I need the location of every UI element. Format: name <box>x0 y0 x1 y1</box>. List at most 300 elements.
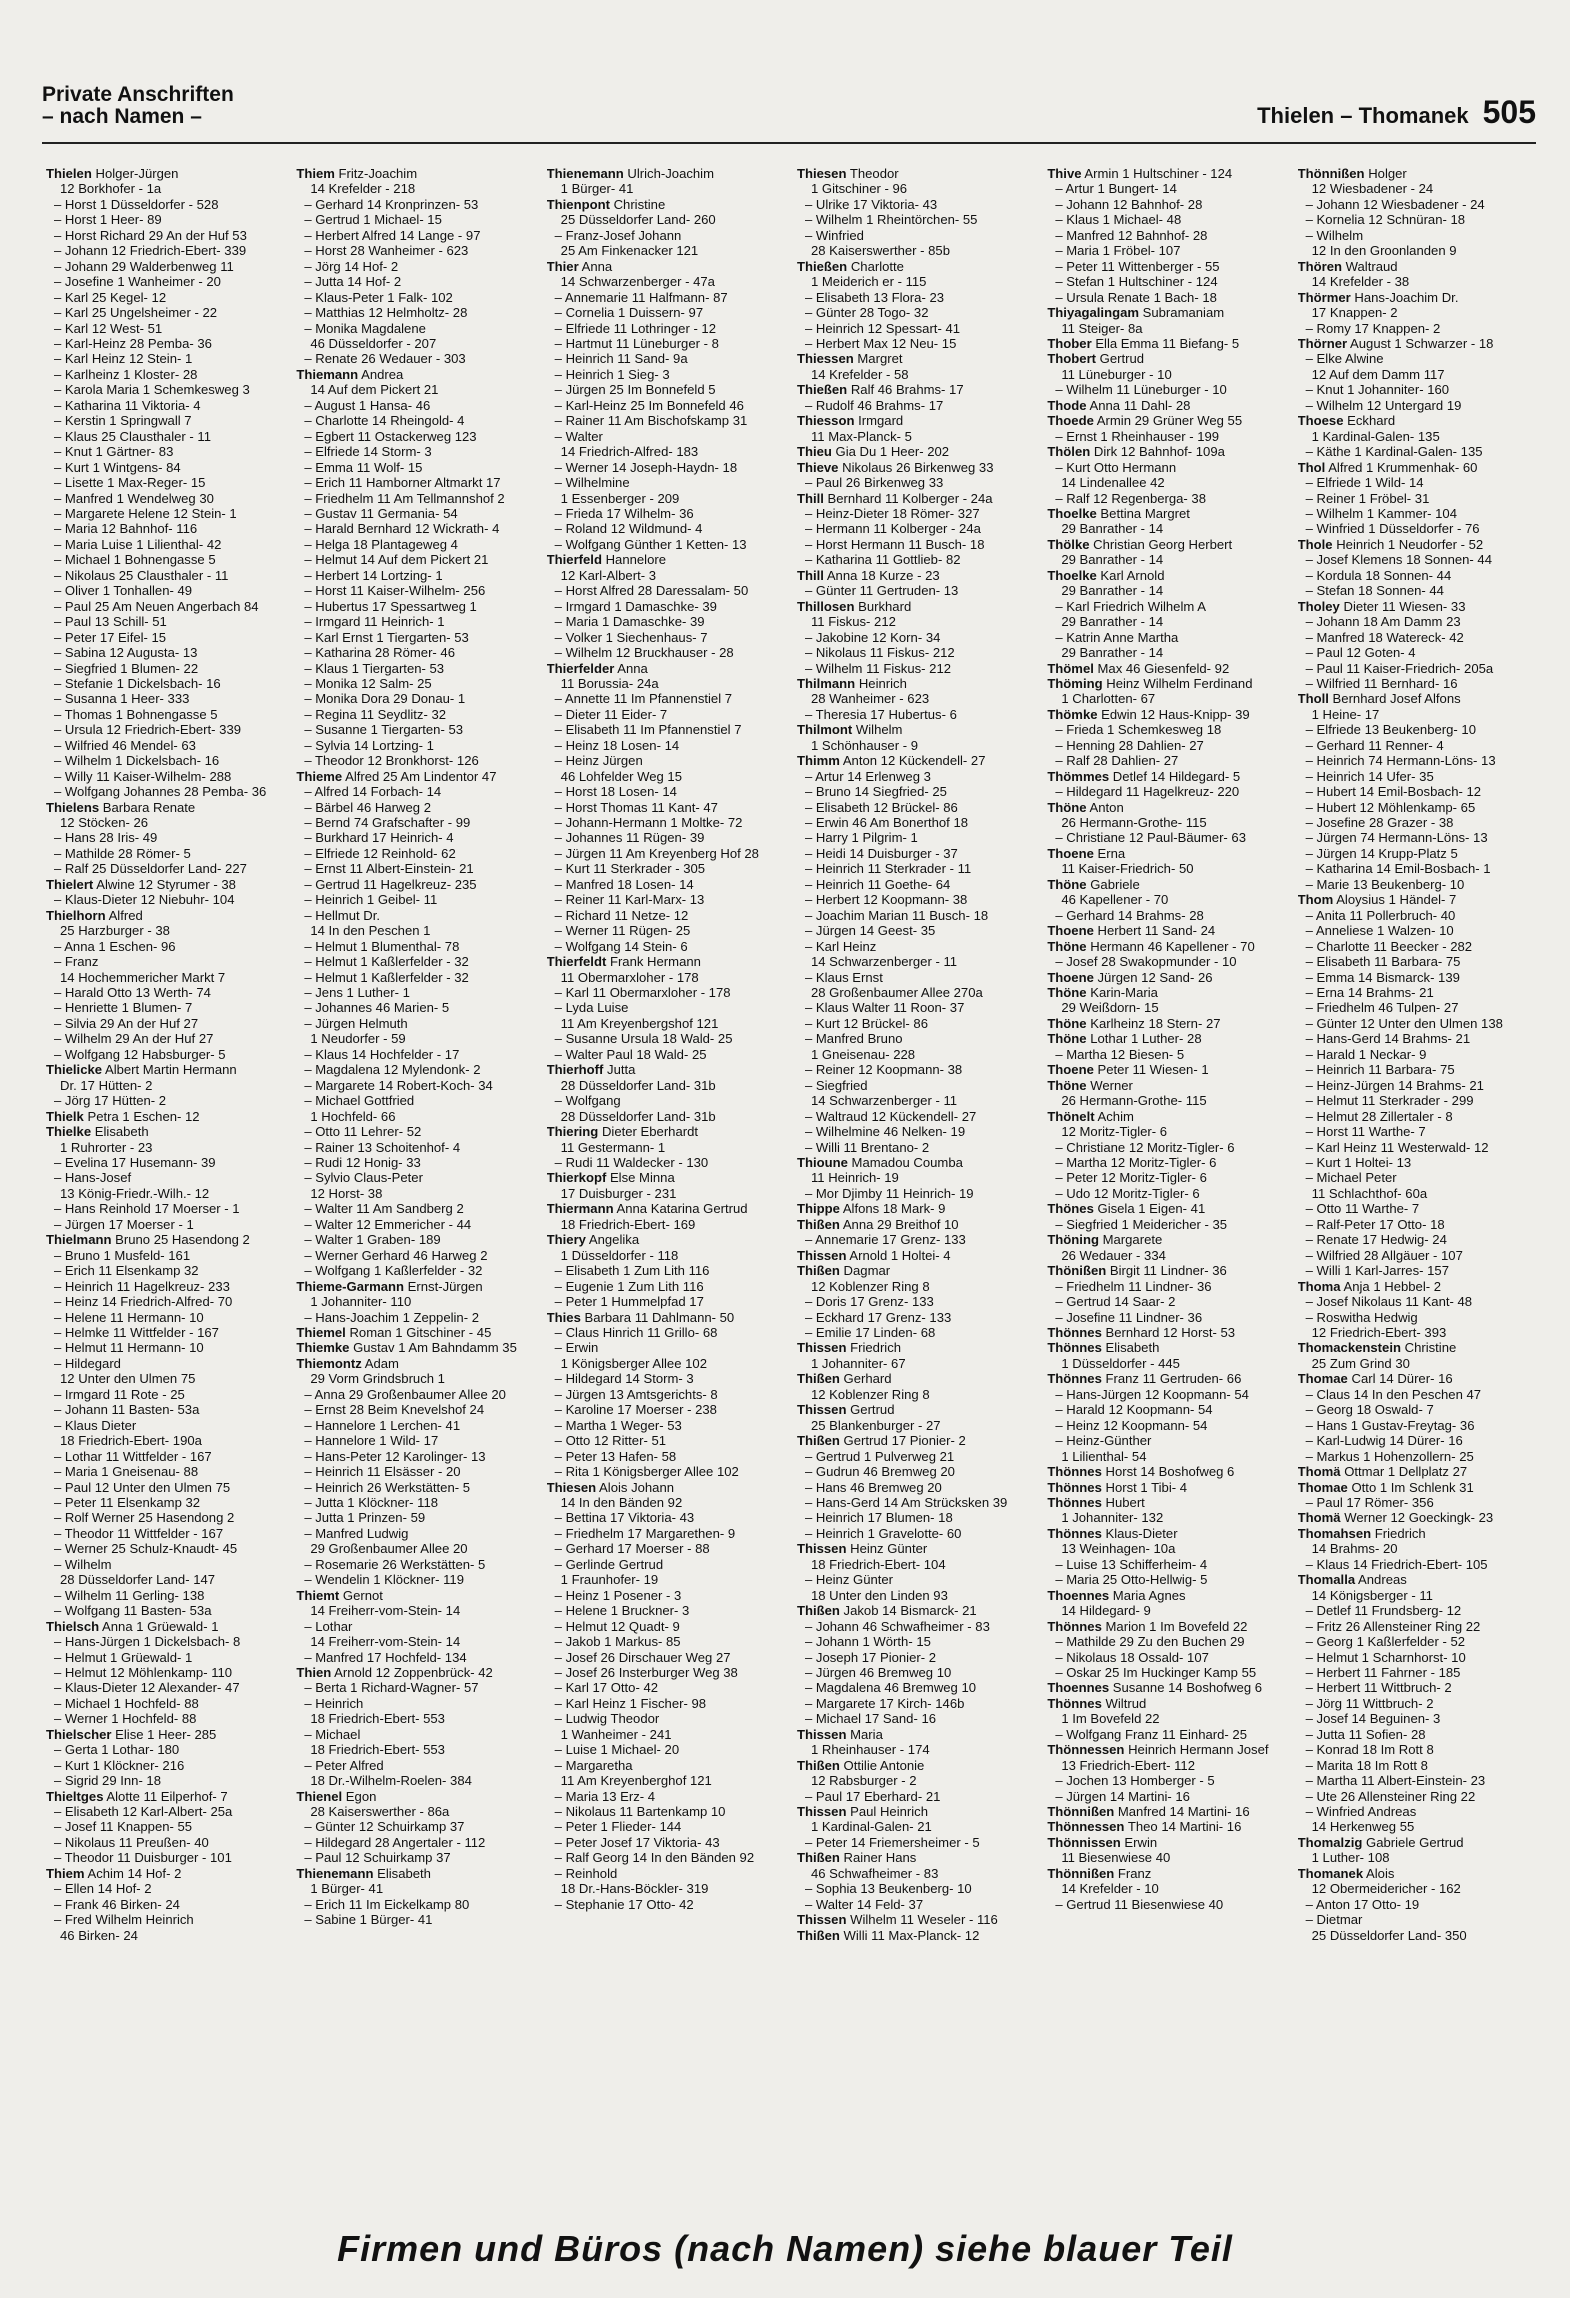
entry-text: Karlheinz 18 Stern- 27 <box>1086 1015 1221 1031</box>
dash-entry: – Helmut 12 Möhlenkamp- 110 <box>54 1664 233 1680</box>
address-continuation: 18 Friedrich-Ebert- 169 <box>560 1216 696 1232</box>
dash-entry: – Sylvio Claus-Peter <box>304 1170 423 1186</box>
dash-entry: – Wilhelm <box>54 1556 112 1572</box>
surname: Thilmann <box>796 675 856 691</box>
surname-entry <box>296 1279 534 1294</box>
surname: Thöne <box>1047 1077 1087 1093</box>
surname: Thieve <box>796 459 839 475</box>
dash-entry: – Rosemarie 26 Werkstätten- 5 <box>304 1556 486 1572</box>
dash-entry: – Kurt 1 Klöckner- 216 <box>54 1757 185 1773</box>
surname-entry <box>797 722 1035 737</box>
dash-entry: – Martha 1 Weger- 53 <box>554 1417 682 1433</box>
section-title <box>42 84 234 128</box>
surname-entry <box>797 1263 1035 1278</box>
entry-text: Horst 1 Tibi- 4 <box>1101 1479 1188 1495</box>
entry-text: Andrea <box>358 366 404 382</box>
dash-entry: – Claus 14 In den Peschen 47 <box>1305 1386 1482 1402</box>
dash-entry: – Heinrich 11 Barbara- 75 <box>1305 1062 1455 1078</box>
dash-entry: – Josef 26 Dirschauer Weg 27 <box>554 1649 731 1665</box>
surname: Thienel <box>296 1788 343 1804</box>
address-continuation: 28 Düsseldorfer Land- 147 <box>60 1572 216 1588</box>
dash-entry: – Peter Alfred <box>304 1757 384 1773</box>
dash-entry: – Theresia 17 Hubertus- 6 <box>804 706 957 722</box>
dash-entry: – Heinrich 11 Goethe- 64 <box>804 876 951 892</box>
dash-entry: – Evelina 17 Husemann- 39 <box>54 1155 216 1170</box>
dash-entry: – Heinrich 26 Werkstätten- 5 <box>304 1479 471 1495</box>
surname: Thiesen <box>546 1479 597 1495</box>
surname-entry <box>1047 1232 1285 1247</box>
entry-text: Gertrud 17 Pionier- 2 <box>839 1433 966 1449</box>
surname-entry <box>797 1248 1035 1263</box>
entry-text: Frank Hermann <box>606 954 701 970</box>
dash-entry: – Manfred Ludwig <box>304 1525 409 1541</box>
entry-text: Holger <box>1364 166 1407 181</box>
dash-entry: – Peter 11 Elsenkamp 32 <box>54 1494 201 1510</box>
address-continuation: 26 Hermann-Grothe- 115 <box>1061 1093 1207 1109</box>
surname-entry <box>1047 1016 1285 1031</box>
dash-entry: – Hans 1 Gustav-Freytag- 36 <box>1305 1417 1475 1433</box>
address-continuation: 12 Rabsburger - 2 <box>810 1773 917 1789</box>
dash-entry: – Elisabeth 12 Brückel- 86 <box>804 799 958 815</box>
address-continuation: 14 Königsberger - 11 <box>1311 1587 1433 1603</box>
dash-entry: – Hildegard 11 Hagelkreuz- 220 <box>1055 784 1240 800</box>
column-5 <box>1047 166 1285 2216</box>
dash-entry: – Hans-Peter 12 Karolinger- 13 <box>304 1448 486 1464</box>
surname-entry <box>46 1727 284 1742</box>
address-continuation: 1 Rheinhauser - 174 <box>810 1742 930 1758</box>
dash-entry: – Heinz 12 Koopmann- 54 <box>1055 1417 1208 1433</box>
dash-entry: – Walter 1 Graben- 189 <box>304 1232 441 1248</box>
dash-entry: – Heinrich <box>304 1695 364 1711</box>
dash-entry: – Hans-Jürgen 12 Koopmann- 54 <box>1055 1386 1249 1402</box>
surname: Thissen <box>796 1726 847 1742</box>
address-continuation: 1 Heine- 17 <box>1311 706 1380 722</box>
dash-entry: – Elfriede 11 Lothringer - 12 <box>554 320 717 336</box>
dash-entry: – Helmut 28 Zillertaler - 8 <box>1305 1108 1453 1124</box>
entry-text: Elise 1 Heer- 285 <box>111 1726 217 1742</box>
entry-text: Alois <box>1363 1865 1395 1881</box>
dash-entry: – Renate 26 Wedauer - 303 <box>304 351 466 367</box>
surname-entry <box>1047 1526 1285 1541</box>
surname-entry <box>1298 336 1536 351</box>
dash-entry: – Rolf Werner 25 Hasendong 2 <box>54 1510 235 1526</box>
surname: Thielen <box>46 166 92 181</box>
address-continuation: 14 Brahms- 20 <box>1311 1541 1398 1557</box>
entry-text: Dirk 12 Bahnhof- 109a <box>1090 444 1225 460</box>
dash-entry: – Annette 11 Im Pfannenstiel 7 <box>554 691 733 707</box>
dash-entry: – Johannes 46 Marien- 5 <box>304 1000 450 1016</box>
dash-entry: – Kordula 18 Sonnen- 44 <box>1305 567 1452 583</box>
dash-entry: – Eugenie 1 Zum Lith 116 <box>554 1278 704 1294</box>
dash-entry: – Monika 12 Salm- 25 <box>304 675 432 691</box>
surname-entry <box>797 1433 1035 1448</box>
dash-entry: – Luise 13 Schifferheim- 4 <box>1055 1556 1208 1572</box>
dash-entry: – Theodor 11 Wittfelder - 167 <box>54 1525 224 1541</box>
surname-entry <box>1298 1510 1536 1525</box>
dash-entry: – Hildegard 14 Storm- 3 <box>554 1371 694 1387</box>
surname: Thissen <box>796 1247 847 1263</box>
dash-entry: – Heinrich 11 Hagelkreuz- 233 <box>54 1278 230 1294</box>
dash-entry: – Jürgen 14 Geest- 35 <box>804 923 936 939</box>
dash-entry: – Peter 1 Hummelpfad 17 <box>554 1294 704 1310</box>
dash-entry: – Heinz Günter <box>804 1572 894 1588</box>
address-continuation: 12 Koblenzer Ring 8 <box>810 1386 930 1402</box>
surname: Thiem <box>46 1865 85 1881</box>
entry-text: Anna <box>578 258 613 274</box>
dash-entry: – Markus 1 Hohenzollern- 25 <box>1305 1448 1474 1464</box>
surname: Thielsch <box>46 1618 100 1634</box>
surname-entry <box>1047 1464 1285 1479</box>
surname-entry <box>1047 1078 1285 1093</box>
dash-entry: – Stefan 18 Sonnen- 44 <box>1305 583 1444 599</box>
entry-text: Heinrich 1 Neudorfer - 52 <box>1332 536 1484 552</box>
page-range-header <box>1257 94 1536 131</box>
dash-entry: – Katharina 28 Römer- 46 <box>304 645 455 661</box>
address-continuation: 11 Steiger- 8a <box>1061 320 1143 336</box>
dash-entry: – Helmut 14 Auf dem Pickert 21 <box>304 552 489 568</box>
dash-entry: – Magdalena 46 Bremweg 10 <box>804 1680 977 1696</box>
address-continuation: 29 Banrather - 14 <box>1061 645 1164 661</box>
address-continuation: 1 Hochfeld- 66 <box>310 1108 396 1124</box>
surname-entry <box>1047 1680 1285 1695</box>
dash-entry: – Ursula 12 Friedrich-Ebert- 339 <box>54 722 242 738</box>
surname: Thönnissen <box>1047 1834 1121 1850</box>
dash-entry: – Willi 1 Karl-Jarres- 157 <box>1305 1263 1449 1279</box>
address-continuation: 1 Johanniter- 67 <box>810 1355 906 1371</box>
surname: Thieme <box>296 768 343 784</box>
surname-entry <box>1047 1031 1285 1046</box>
surname-entry <box>1298 599 1536 614</box>
dash-entry: – Ralf Georg 14 In den Bänden 92 <box>554 1850 755 1866</box>
surname: Thoene <box>1047 1062 1094 1078</box>
address-continuation: 12 In den Groonlanden 9 <box>1311 243 1457 259</box>
dash-entry: – Irmgard 11 Rote - 25 <box>54 1386 185 1402</box>
dash-entry: – Annemarie 17 Grenz- 133 <box>804 1232 966 1248</box>
entry-text: Bruno 25 Hasendong 2 <box>111 1232 250 1248</box>
dash-entry: – Heinrich 14 Ufer- 35 <box>1305 768 1434 784</box>
entry-text: Dieter Eberhardt <box>598 1124 699 1140</box>
entry-text: Christine <box>1400 1340 1457 1356</box>
surname-entry <box>1298 1480 1536 1495</box>
dash-entry: – Heidi 14 Duisburger - 37 <box>804 845 958 861</box>
surname: Thönnes <box>1047 1525 1102 1541</box>
dash-entry: – Friedhelm 46 Tulpen- 27 <box>1305 1000 1459 1016</box>
dash-entry: – Manfred 18 Watereck- 42 <box>1305 629 1464 645</box>
dash-entry: – Karl Heinz 1 Fischer- 98 <box>554 1695 707 1711</box>
surname: Thißen <box>796 1216 840 1232</box>
address-continuation: 25 Düsseldorfer Land- 260 <box>560 212 716 228</box>
dash-entry: – Siegfried 1 Blumen- 22 <box>54 660 199 676</box>
address-continuation: 12 Wiesbadener - 24 <box>1311 181 1434 197</box>
surname: Thomae <box>1297 1479 1348 1495</box>
dash-entry: – Renate 17 Hedwig- 24 <box>1305 1232 1447 1248</box>
dash-entry: – Irmgard 11 Heinrich- 1 <box>304 614 445 630</box>
dash-entry: – Peter 11 Wittenberger - 55 <box>1055 258 1220 274</box>
entry-text: Barbara 11 Dahlmann- 50 <box>580 1309 735 1325</box>
dash-entry: – Paul 12 Goten- 4 <box>1305 645 1416 661</box>
dash-entry: – Rainer 13 Schoitenhof- 4 <box>304 1139 461 1155</box>
address-continuation: 11 Kaiser-Friedrich- 50 <box>1061 861 1194 877</box>
dash-entry: – Hermann 11 Kolberger - 24a <box>804 521 981 537</box>
surname: Thöne <box>1047 938 1087 954</box>
surname-entry <box>797 1340 1035 1355</box>
dash-entry: – Jörg 11 Wittbruch- 2 <box>1305 1695 1434 1711</box>
address-continuation: 1 Königsberger Allee 102 <box>560 1355 707 1371</box>
dash-entry: – Ernst 1 Rheinhauser - 199 <box>1055 428 1220 444</box>
surname-entry <box>797 351 1035 366</box>
dash-entry: – Hans-Josef <box>54 1170 132 1186</box>
address-continuation: 29 Banrather - 14 <box>1061 521 1164 537</box>
dash-entry: – Katharina 11 Gottlieb- 82 <box>804 552 961 568</box>
surname: Thobert <box>1047 351 1097 367</box>
address-continuation: 14 In den Peschen 1 <box>310 923 431 939</box>
dash-entry: – Hans-Gerd 14 Am Strücksken 39 <box>804 1494 1008 1510</box>
dash-entry: – Wilhelm 11 Fiskus- 212 <box>804 660 952 676</box>
dash-entry: – Helga 18 Plantageweg 4 <box>304 536 458 552</box>
entry-text: Erwin <box>1120 1834 1158 1850</box>
dash-entry: – Elisabeth 11 Barbara- 75 <box>1305 954 1461 970</box>
dash-entry: – Klaus 1 Michael- 48 <box>1055 212 1182 228</box>
entry-text: Gabriele Gertrud <box>1362 1834 1464 1850</box>
address-continuation: 11 Schlachthof- 60a <box>1311 1185 1428 1201</box>
dash-entry: – Jakob 1 Markus- 85 <box>554 1634 681 1650</box>
address-continuation: 18 Friedrich-Ebert- 104 <box>810 1556 946 1572</box>
dash-entry: – Matthias 12 Helmholtz- 28 <box>304 305 468 321</box>
dash-entry: – Helene 1 Bruckner- 3 <box>554 1603 690 1619</box>
dash-entry: – Karl 12 West- 51 <box>54 320 163 336</box>
surname: Thönnes <box>1047 1695 1102 1711</box>
dash-entry: – Josef 28 Swakopmunder - 10 <box>1055 954 1237 970</box>
dash-entry: – Kurt 1 Holtei- 13 <box>1305 1155 1412 1170</box>
entry-text: Holger-Jürgen <box>91 166 179 181</box>
entry-text: Else Minna <box>606 1170 675 1186</box>
surname-entry <box>46 1619 284 1634</box>
entry-text: Otto 1 Im Schlenk 31 <box>1347 1479 1474 1495</box>
surname: Thillosen <box>796 598 855 614</box>
address-continuation: 18 Dr.-Wilhelm-Roelen- 384 <box>310 1773 472 1789</box>
address-continuation: 25 Blankenburger - 27 <box>810 1417 941 1433</box>
entry-text: Peter 11 Wiesen- 1 <box>1093 1062 1209 1078</box>
entry-text: Paul Heinrich <box>846 1804 928 1820</box>
dash-entry: – Heinz Jürgen <box>554 753 643 769</box>
dash-entry: – Alfred 14 Forbach- 14 <box>304 784 442 800</box>
dash-entry: – Wilhelm 1 Dickelsbach- 16 <box>54 753 220 769</box>
entry-text: Alfons 18 Mark- 9 <box>839 1201 946 1217</box>
surname: Thippe <box>796 1201 840 1217</box>
dash-entry: – Jutta 1 Prinzen- 59 <box>304 1510 426 1526</box>
dash-entry: – Heinrich 11 Sand- 9a <box>554 351 688 367</box>
dash-entry: – Rudi 12 Honig- 33 <box>304 1155 421 1170</box>
dash-entry: – Wendelin 1 Klöckner- 119 <box>304 1572 464 1588</box>
dash-entry: – Marita 18 Im Rott 8 <box>1305 1757 1428 1773</box>
surname: Thöne <box>1047 1031 1087 1047</box>
entry-text: Horst 14 Boshofweg 6 <box>1101 1464 1235 1480</box>
surname-entry <box>1047 166 1285 181</box>
dash-entry: – Jürgen 74 Hermann-Löns- 13 <box>1305 830 1488 846</box>
address-continuation: 1 Meiderich er - 115 <box>810 274 927 290</box>
dash-entry: – Burkhard 17 Heinrich- 4 <box>304 830 454 846</box>
dash-entry: – Manfred 12 Bahnhof- 28 <box>1055 227 1208 243</box>
surname: Thober <box>1047 335 1092 351</box>
surname-entry <box>1047 1109 1285 1124</box>
surname: Thielscher <box>46 1726 112 1742</box>
surname: Thomae <box>1297 1371 1348 1387</box>
dash-entry: – Jürgen 46 Bremweg 10 <box>804 1664 952 1680</box>
dash-entry: – Jutta 1 Klöckner- 118 <box>304 1494 439 1510</box>
dash-entry: – Herbert 11 Fahrner - 185 <box>1305 1664 1461 1680</box>
dash-entry: – Susanna 1 Heer- 333 <box>54 691 190 707</box>
surname-entry <box>797 413 1035 428</box>
surname-entry <box>296 769 534 784</box>
column-1 <box>46 166 284 2216</box>
surname: Thönnessen <box>1047 1819 1125 1835</box>
surname: Thönnes <box>1047 1340 1102 1356</box>
entry-text: Klaus-Dieter <box>1101 1525 1178 1541</box>
dash-entry: – Gerhard 14 Brahms- 28 <box>1055 907 1204 923</box>
surname: Thierfelder <box>546 660 615 676</box>
surname-entry <box>1047 444 1285 459</box>
dash-entry: – Joachim Marian 11 Busch- 18 <box>804 907 989 923</box>
address-continuation: 13 Weinhagen- 10a <box>1061 1541 1176 1557</box>
dash-entry: – Margarete 14 Robert-Koch- 34 <box>304 1077 493 1093</box>
dash-entry: – Heinz-Günther <box>1055 1433 1152 1449</box>
surname-entry <box>1047 537 1285 552</box>
surname-entry <box>1047 568 1285 583</box>
entry-text: Elisabeth <box>373 1865 431 1881</box>
dash-entry: – Hans-Joachim 1 Zeppelin- 2 <box>304 1309 479 1325</box>
dash-entry: – Theodor 12 Bronkhorst- 126 <box>304 753 479 769</box>
dash-entry: – Harry 1 Pilgrim- 1 <box>804 830 918 846</box>
dash-entry: – Gertrud 1 Michael- 15 <box>304 212 442 228</box>
dash-entry: – Gerlinde Gertrud <box>554 1556 664 1572</box>
surname-entry <box>797 166 1035 181</box>
entry-text: Fritz-Joachim <box>334 166 418 181</box>
dash-entry: – Karl 17 Otto- 42 <box>554 1680 659 1696</box>
dash-entry: – Sabina 12 Augusta- 13 <box>54 645 198 661</box>
dash-entry: – Katharina 11 Viktoria- 4 <box>54 397 201 413</box>
entry-text: Dieter 11 Wiesen- 33 <box>1339 598 1466 614</box>
dash-entry: – Manfred 18 Losen- 14 <box>554 876 694 892</box>
entry-text: Maria <box>846 1726 883 1742</box>
surname: Thissen <box>796 1912 847 1928</box>
dash-entry: – Peter 14 Friemersheimer - 5 <box>804 1834 980 1850</box>
surname: Thomackenstein <box>1297 1340 1401 1356</box>
entry-text: Rainer Hans <box>839 1850 917 1866</box>
dash-entry: – Stefanie 1 Dickelsbach- 16 <box>54 675 221 691</box>
address-continuation: 26 Hermann-Grothe- 115 <box>1061 815 1207 831</box>
dash-entry: – Wolfgang 12 Habsburger- 5 <box>54 1046 226 1062</box>
entry-text: Lothar 1 Luther- 28 <box>1086 1031 1202 1047</box>
dash-entry: – Josefine 28 Grazer - 38 <box>1305 815 1454 831</box>
address-continuation: 1 Ruhrorter - 23 <box>60 1139 153 1155</box>
dash-entry: – Jutta 11 Sofien- 28 <box>1305 1726 1426 1742</box>
surname: Thöne <box>1047 985 1087 1001</box>
surname-entry <box>797 1402 1035 1417</box>
surname: Thol <box>1297 459 1326 475</box>
surname-entry <box>46 1789 284 1804</box>
dash-entry: – Hildegard <box>54 1355 121 1371</box>
entry-text: Anton 12 Kückendell- 27 <box>839 753 986 769</box>
surname: Thöming <box>1047 675 1103 691</box>
dash-entry: – Winfried 1 Düsseldorfer - 76 <box>1305 521 1480 537</box>
entry-text: Gustav 1 Am Bahndamm 35 <box>349 1340 517 1356</box>
dash-entry: – Josef Klemens 18 Sonnen- 44 <box>1305 552 1492 568</box>
entry-text: Werner 12 Goeckingk- 23 <box>1340 1510 1494 1526</box>
dash-entry: – Klaus-Dieter 12 Niebuhr- 104 <box>54 892 235 908</box>
surname: Thoene <box>1047 923 1094 939</box>
surname-entry <box>1047 1819 1285 1834</box>
surname: Thiessen <box>796 351 854 367</box>
dash-entry: – Werner 1 Hochfeld- 88 <box>54 1711 197 1727</box>
surname-entry <box>797 1603 1035 1618</box>
surname: Thoene <box>1047 969 1094 985</box>
entry-text: Bernhard Josef Alfons <box>1328 691 1461 707</box>
dash-entry: – Wolfgang Franz 11 Einhard- 25 <box>1055 1726 1247 1742</box>
entry-text: Dagmar <box>839 1263 891 1279</box>
dash-entry: – Horst Richard 29 An der Huf 53 <box>54 227 247 243</box>
entry-text: Adam <box>361 1355 399 1371</box>
dash-entry: – Heinrich 11 Elsässer - 20 <box>304 1464 461 1480</box>
dash-entry: – Ulrike 17 Viktoria- 43 <box>804 196 938 212</box>
entry-text: Anna <box>614 660 648 676</box>
dash-entry: – Helmut 11 Sterkrader - 299 <box>1305 1093 1474 1109</box>
address-continuation: 18 Friedrich-Ebert- 190a <box>60 1433 202 1449</box>
surname: Thien <box>296 1664 332 1680</box>
dash-entry: – Nikolaus 11 Fiskus- 212 <box>804 645 955 661</box>
surname-entry <box>46 877 284 892</box>
entry-text: Heinz Wilhelm Ferdinand <box>1102 675 1253 691</box>
dash-entry: – Wilhelm 11 Lüneburger - 10 <box>1055 382 1227 398</box>
dash-entry: – Hannelore 1 Wild- 17 <box>304 1433 439 1449</box>
dash-entry: – Walter 11 Am Sandberg 2 <box>304 1201 464 1217</box>
surname-entry <box>1047 985 1285 1000</box>
surname-entry <box>1047 676 1285 691</box>
dash-entry: – Gertrud 14 Saar- 2 <box>1055 1294 1176 1310</box>
entry-text: Manfred 14 Martini- 16 <box>1114 1804 1250 1820</box>
address-continuation: 14 Krefelder - 58 <box>810 366 909 382</box>
surname-entry <box>1047 877 1285 892</box>
dash-entry: – Karl Heinz <box>804 938 877 954</box>
surname-entry <box>547 661 785 676</box>
address-continuation: 18 Unter den Linden 93 <box>810 1587 948 1603</box>
dash-entry: – Heinrich 74 Hermann-Löns- 13 <box>1305 753 1496 769</box>
surname: Thilmont <box>796 722 853 738</box>
dash-entry: – Knut 1 Gärtner- 83 <box>54 444 174 460</box>
dash-entry: – Thomas 1 Bohnengasse 5 <box>54 706 218 722</box>
dash-entry: – Frieda 17 Wilhelm- 36 <box>554 505 694 521</box>
dash-entry: – Siegfried <box>804 1077 868 1093</box>
surname-entry <box>547 1310 785 1325</box>
entry-text: Anna 1 Grüewald- 1 <box>99 1618 219 1634</box>
entry-text: Anja 1 Hebbel- 2 <box>1340 1278 1442 1294</box>
dash-entry: – Monika Magdalene <box>304 320 426 336</box>
dash-entry: – Oliver 1 Tonhallen- 49 <box>54 583 193 599</box>
surname-entry <box>296 1866 534 1881</box>
dash-entry: – Wilhelmine 46 Nelken- 19 <box>804 1124 966 1140</box>
entry-text: Theodor <box>846 166 899 181</box>
address-continuation: 1 Essenberger - 209 <box>560 490 680 506</box>
surname-entry <box>1047 1263 1285 1278</box>
dash-entry: – Harald 1 Neckar- 9 <box>1305 1046 1427 1062</box>
surname: Thömmes <box>1047 768 1110 784</box>
surname-entry <box>46 1124 284 1139</box>
dash-entry: – Horst 18 Losen- 14 <box>554 784 677 800</box>
surname-entry <box>1047 1062 1285 1077</box>
address-continuation: 25 Zum Grind 30 <box>1311 1355 1410 1371</box>
address-continuation: 12 Koblenzer Ring 8 <box>810 1278 930 1294</box>
dash-entry: – Rudi 11 Waldecker - 130 <box>554 1155 709 1170</box>
surname: Thömel <box>1047 660 1094 676</box>
